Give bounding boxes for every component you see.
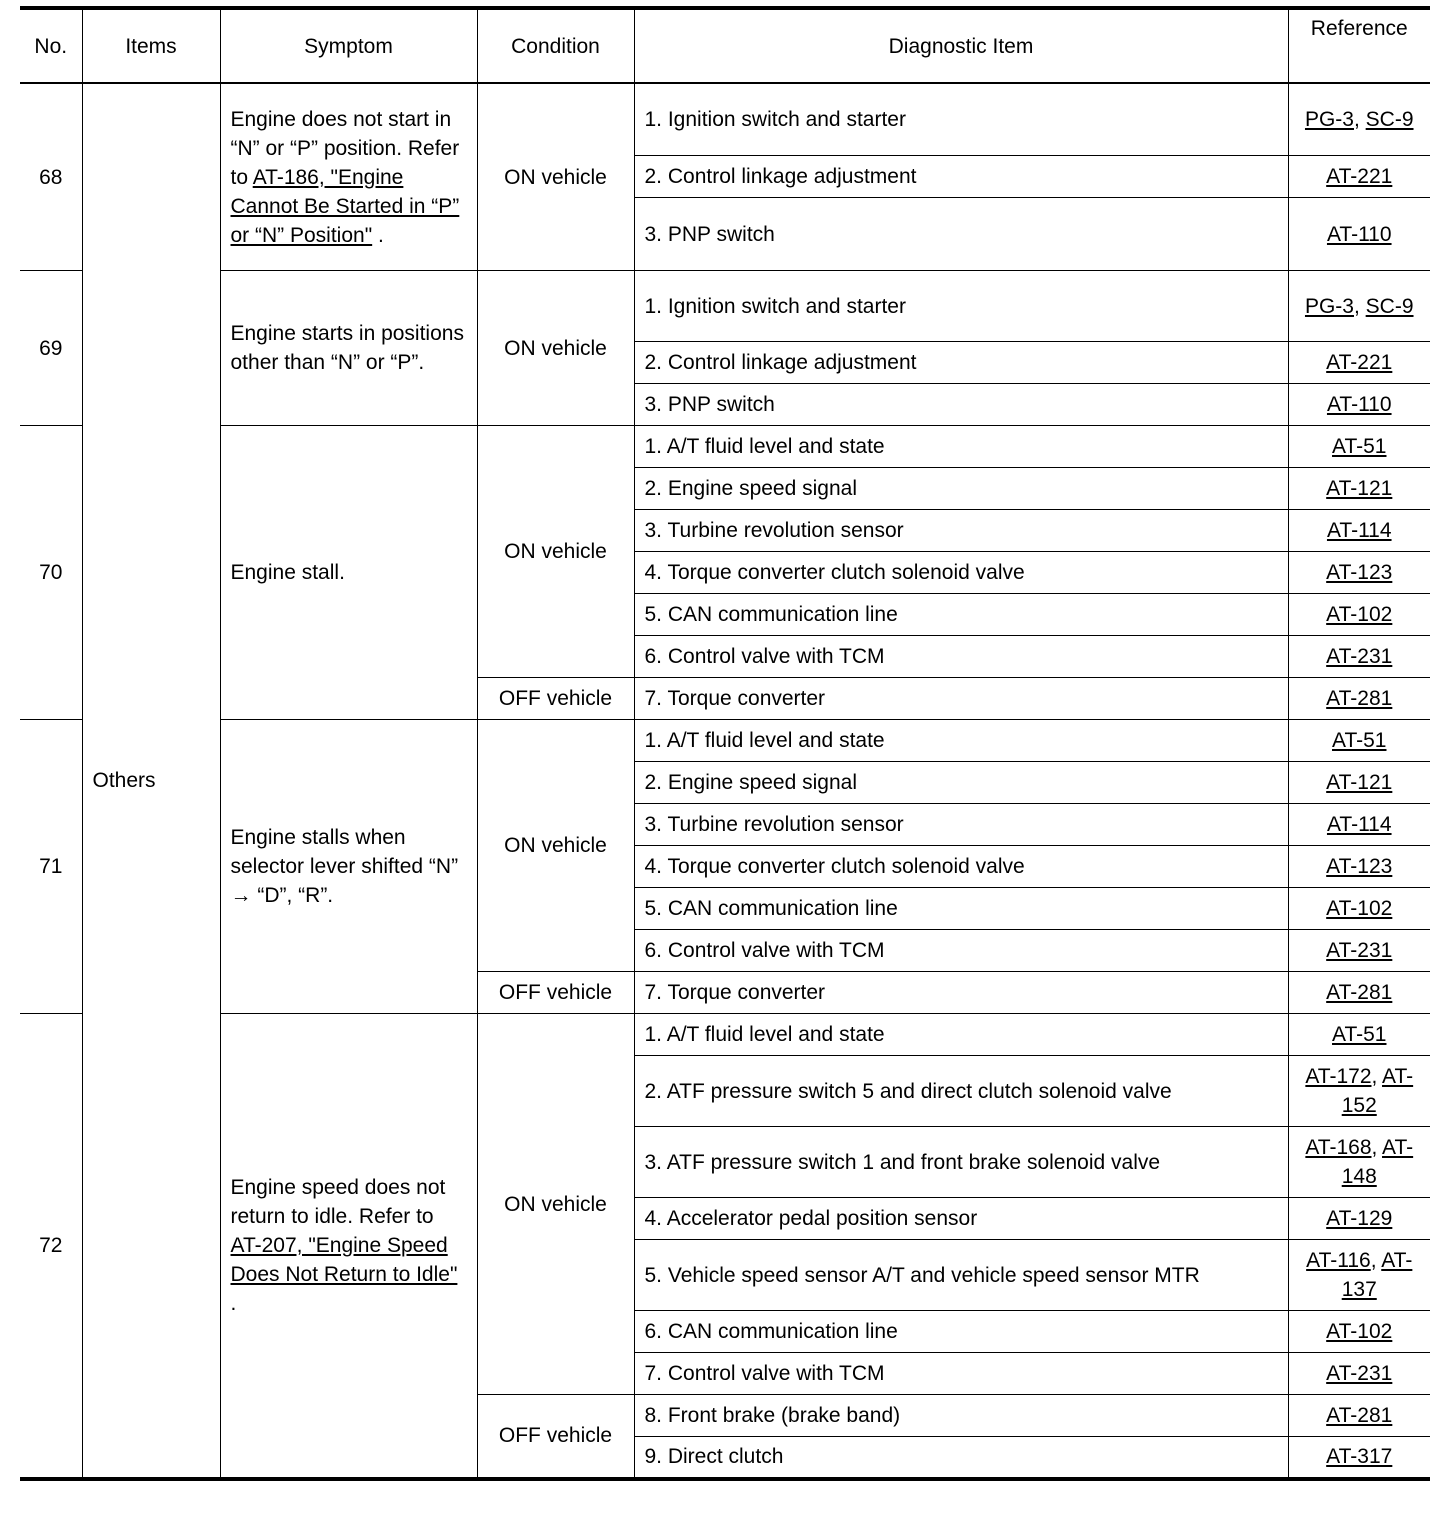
table-row [20, 1014, 1430, 1056]
reference-link[interactable]: AT-51 [1332, 729, 1387, 752]
diagnostic-item: 1. A/T fluid level and state [634, 720, 1288, 762]
diagnostic-item: 2. Engine speed signal [634, 468, 1288, 510]
row-number: 69 [20, 271, 82, 426]
items-cell: Others [82, 83, 220, 1479]
reference-cell: AT-168, AT-148 [1288, 1127, 1430, 1198]
reference-link[interactable]: AT-317 [1326, 1445, 1393, 1469]
reference-cell [1288, 594, 1430, 636]
reference-link[interactable]: AT-102 [1326, 897, 1393, 920]
header-symptom: Symptom [220, 8, 477, 83]
diagnostic-item: 5. Vehicle speed sensor A/T and vehicle speed sensor MTR [634, 1240, 1288, 1311]
symptom-cell: Engine stall. [220, 426, 477, 720]
symptom-cell: Engine starts in positions other than “N” or “P”. [220, 271, 477, 426]
reference-cell [1288, 636, 1430, 678]
reference-link[interactable]: AT-102 [1326, 1320, 1393, 1343]
reference-cell [1288, 846, 1430, 888]
symptom-cell [220, 1014, 477, 1479]
diagnostic-item: 7. Control valve with TCM [634, 1353, 1288, 1395]
reference-cell [1288, 804, 1430, 846]
reference-cell: AT-116, AT-137 [1288, 1240, 1430, 1311]
diagnostic-item: 6. Control valve with TCM [634, 930, 1288, 972]
row-number: 71 [20, 720, 82, 1014]
reference-link[interactable]: AT-281 [1326, 1404, 1393, 1427]
reference-cell [1288, 468, 1430, 510]
reference-cell [1288, 1395, 1430, 1437]
symptom-cell: Engine stalls when selector lever shifted “N” → “D”, “R”. [220, 720, 477, 1014]
diagnostic-item: 1. Ignition switch and starter [634, 83, 1288, 156]
diagnostic-item: 4. Torque converter clutch solenoid valve [634, 846, 1288, 888]
reference-link[interactable]: AT-231 [1326, 939, 1393, 962]
header-items: Items [82, 8, 220, 83]
symptom-reference-link[interactable]: AT-207, "Engine Speed Does Not Return to Idle" [230, 1233, 458, 1286]
reference-link[interactable]: AT-129 [1326, 1207, 1393, 1230]
reference-cell [1288, 1353, 1430, 1395]
diagnostic-item: 4. Torque converter clutch solenoid valve [634, 552, 1288, 594]
reference-cell [1288, 1014, 1430, 1056]
diagnostic-item: 2. Control linkage adjustment [634, 156, 1288, 198]
diagnostic-item: 1. A/T fluid level and state [634, 426, 1288, 468]
row-number: 72 [20, 1014, 82, 1479]
reference-cell [1288, 510, 1430, 552]
symptom-text: Engine speed does not return to idle. Refer to [230, 1175, 446, 1228]
reference-cell [1288, 1437, 1430, 1479]
table-row [20, 720, 1430, 762]
reference-cell [1288, 552, 1430, 594]
reference-link[interactable]: SC-9 [1365, 294, 1414, 318]
symptom-cell [220, 83, 477, 271]
row-number: 70 [20, 426, 82, 720]
diagnostic-item: 3. PNP switch [634, 198, 1288, 271]
condition-cell: OFF vehicle [477, 678, 634, 720]
condition-cell: ON vehicle [477, 426, 634, 678]
reference-cell [1288, 888, 1430, 930]
condition-cell: OFF vehicle [477, 972, 634, 1014]
reference-link[interactable]: AT-114 [1326, 519, 1392, 542]
header-no: No. [20, 8, 82, 83]
reference-link[interactable]: AT-137 [1341, 1249, 1413, 1301]
diagnostic-item: 3. Turbine revolution sensor [634, 510, 1288, 552]
diagnostic-item: 1. A/T fluid level and state [634, 1014, 1288, 1056]
condition-cell: ON vehicle [477, 1014, 634, 1395]
reference-cell [1288, 198, 1430, 271]
diagnostic-item: 9. Direct clutch [634, 1437, 1288, 1479]
symptom-text: Engine does not start in “N” or “P” position. Refer to [230, 107, 460, 189]
reference-cell [1288, 972, 1430, 1014]
reference-link[interactable]: AT-231 [1326, 645, 1393, 668]
reference-cell [1288, 426, 1430, 468]
reference-cell [1288, 930, 1430, 972]
reference-link[interactable]: AT-51 [1332, 1023, 1387, 1046]
reference-cell [1288, 156, 1430, 198]
reference-link[interactable]: AT-152 [1341, 1065, 1414, 1117]
diagnostic-item: 3. Turbine revolution sensor [634, 804, 1288, 846]
diagnostic-item: 4. Accelerator pedal position sensor [634, 1198, 1288, 1240]
condition-cell: ON vehicle [477, 720, 634, 972]
reference-link[interactable]: AT-51 [1332, 435, 1387, 458]
reference-link[interactable]: AT-231 [1326, 1362, 1393, 1385]
reference-link[interactable]: AT-221 [1326, 351, 1393, 374]
reference-cell [1288, 1311, 1430, 1353]
reference-cell: PG-3, SC-9 [1288, 83, 1430, 156]
symptom-reference-link[interactable]: AT-186, "Engine Cannot Be Started in “P” or “N” Position" [230, 165, 460, 247]
reference-cell [1288, 384, 1430, 426]
reference-link[interactable]: AT-102 [1326, 603, 1393, 626]
reference-cell [1288, 678, 1430, 720]
condition-cell: ON vehicle [477, 83, 634, 271]
row-number: 68 [20, 83, 82, 271]
symptom-suffix: . [372, 223, 384, 247]
diagnostic-item: 2. ATF pressure switch 5 and direct clutch solenoid valve [634, 1056, 1288, 1127]
reference-cell [1288, 1198, 1430, 1240]
diagnostic-item: 8. Front brake (brake band) [634, 1395, 1288, 1437]
diagnostic-item: 3. ATF pressure switch 1 and front brake solenoid valve [634, 1127, 1288, 1198]
table-row [20, 83, 1430, 156]
reference-link[interactable]: AT-121 [1326, 771, 1393, 794]
reference-cell [1288, 762, 1430, 804]
header-diagnostic-item: Diagnostic Item [634, 8, 1288, 83]
diagnostic-item: 3. PNP switch [634, 384, 1288, 426]
reference-link[interactable]: AT-172 [1305, 1065, 1372, 1088]
diagnostic-item: 7. Torque converter [634, 678, 1288, 720]
reference-link[interactable]: AT-123 [1326, 855, 1393, 878]
reference-link[interactable]: AT-114 [1326, 813, 1392, 836]
reference-link[interactable]: AT-110 [1326, 222, 1392, 246]
diagnostic-item: 7. Torque converter [634, 972, 1288, 1014]
reference-link[interactable]: AT-168 [1305, 1136, 1372, 1159]
reference-link[interactable]: AT-123 [1326, 561, 1393, 584]
reference-link[interactable]: PG-3 [1304, 294, 1354, 318]
header-reference: Reference [1288, 8, 1430, 83]
diagnostic-item: 6. CAN communication line [634, 1311, 1288, 1353]
diagnostic-item: 5. CAN communication line [634, 888, 1288, 930]
table-row [20, 426, 1430, 468]
reference-link[interactable]: AT-116 [1306, 1249, 1371, 1272]
diagnostic-item: 2. Control linkage adjustment [634, 342, 1288, 384]
diagnostic-item: 6. Control valve with TCM [634, 636, 1288, 678]
reference-cell [1288, 342, 1430, 384]
table-row [20, 271, 1430, 342]
reference-link[interactable]: AT-148 [1341, 1136, 1414, 1188]
condition-cell: OFF vehicle [477, 1395, 634, 1479]
condition-cell: ON vehicle [477, 271, 634, 426]
diagnosis-table [20, 6, 1430, 1481]
header-condition: Condition [477, 8, 634, 83]
reference-link[interactable]: AT-110 [1326, 393, 1392, 416]
reference-link[interactable]: PG-3 [1304, 108, 1354, 131]
diagnostic-item: 1. Ignition switch and starter [634, 271, 1288, 342]
reference-cell: AT-172, AT-152 [1288, 1056, 1430, 1127]
reference-link[interactable]: AT-281 [1326, 687, 1393, 710]
reference-cell: PG-3, SC-9 [1288, 271, 1430, 342]
reference-link[interactable]: AT-121 [1326, 477, 1393, 500]
reference-link[interactable]: AT-281 [1326, 981, 1393, 1004]
reference-link[interactable]: AT-221 [1326, 165, 1393, 188]
diagnostic-item: 5. CAN communication line [634, 594, 1288, 636]
diagnostic-item: 2. Engine speed signal [634, 762, 1288, 804]
reference-link[interactable]: SC-9 [1365, 108, 1414, 131]
reference-cell [1288, 720, 1430, 762]
symptom-suffix: . [230, 1291, 237, 1315]
header-row [20, 8, 1430, 83]
